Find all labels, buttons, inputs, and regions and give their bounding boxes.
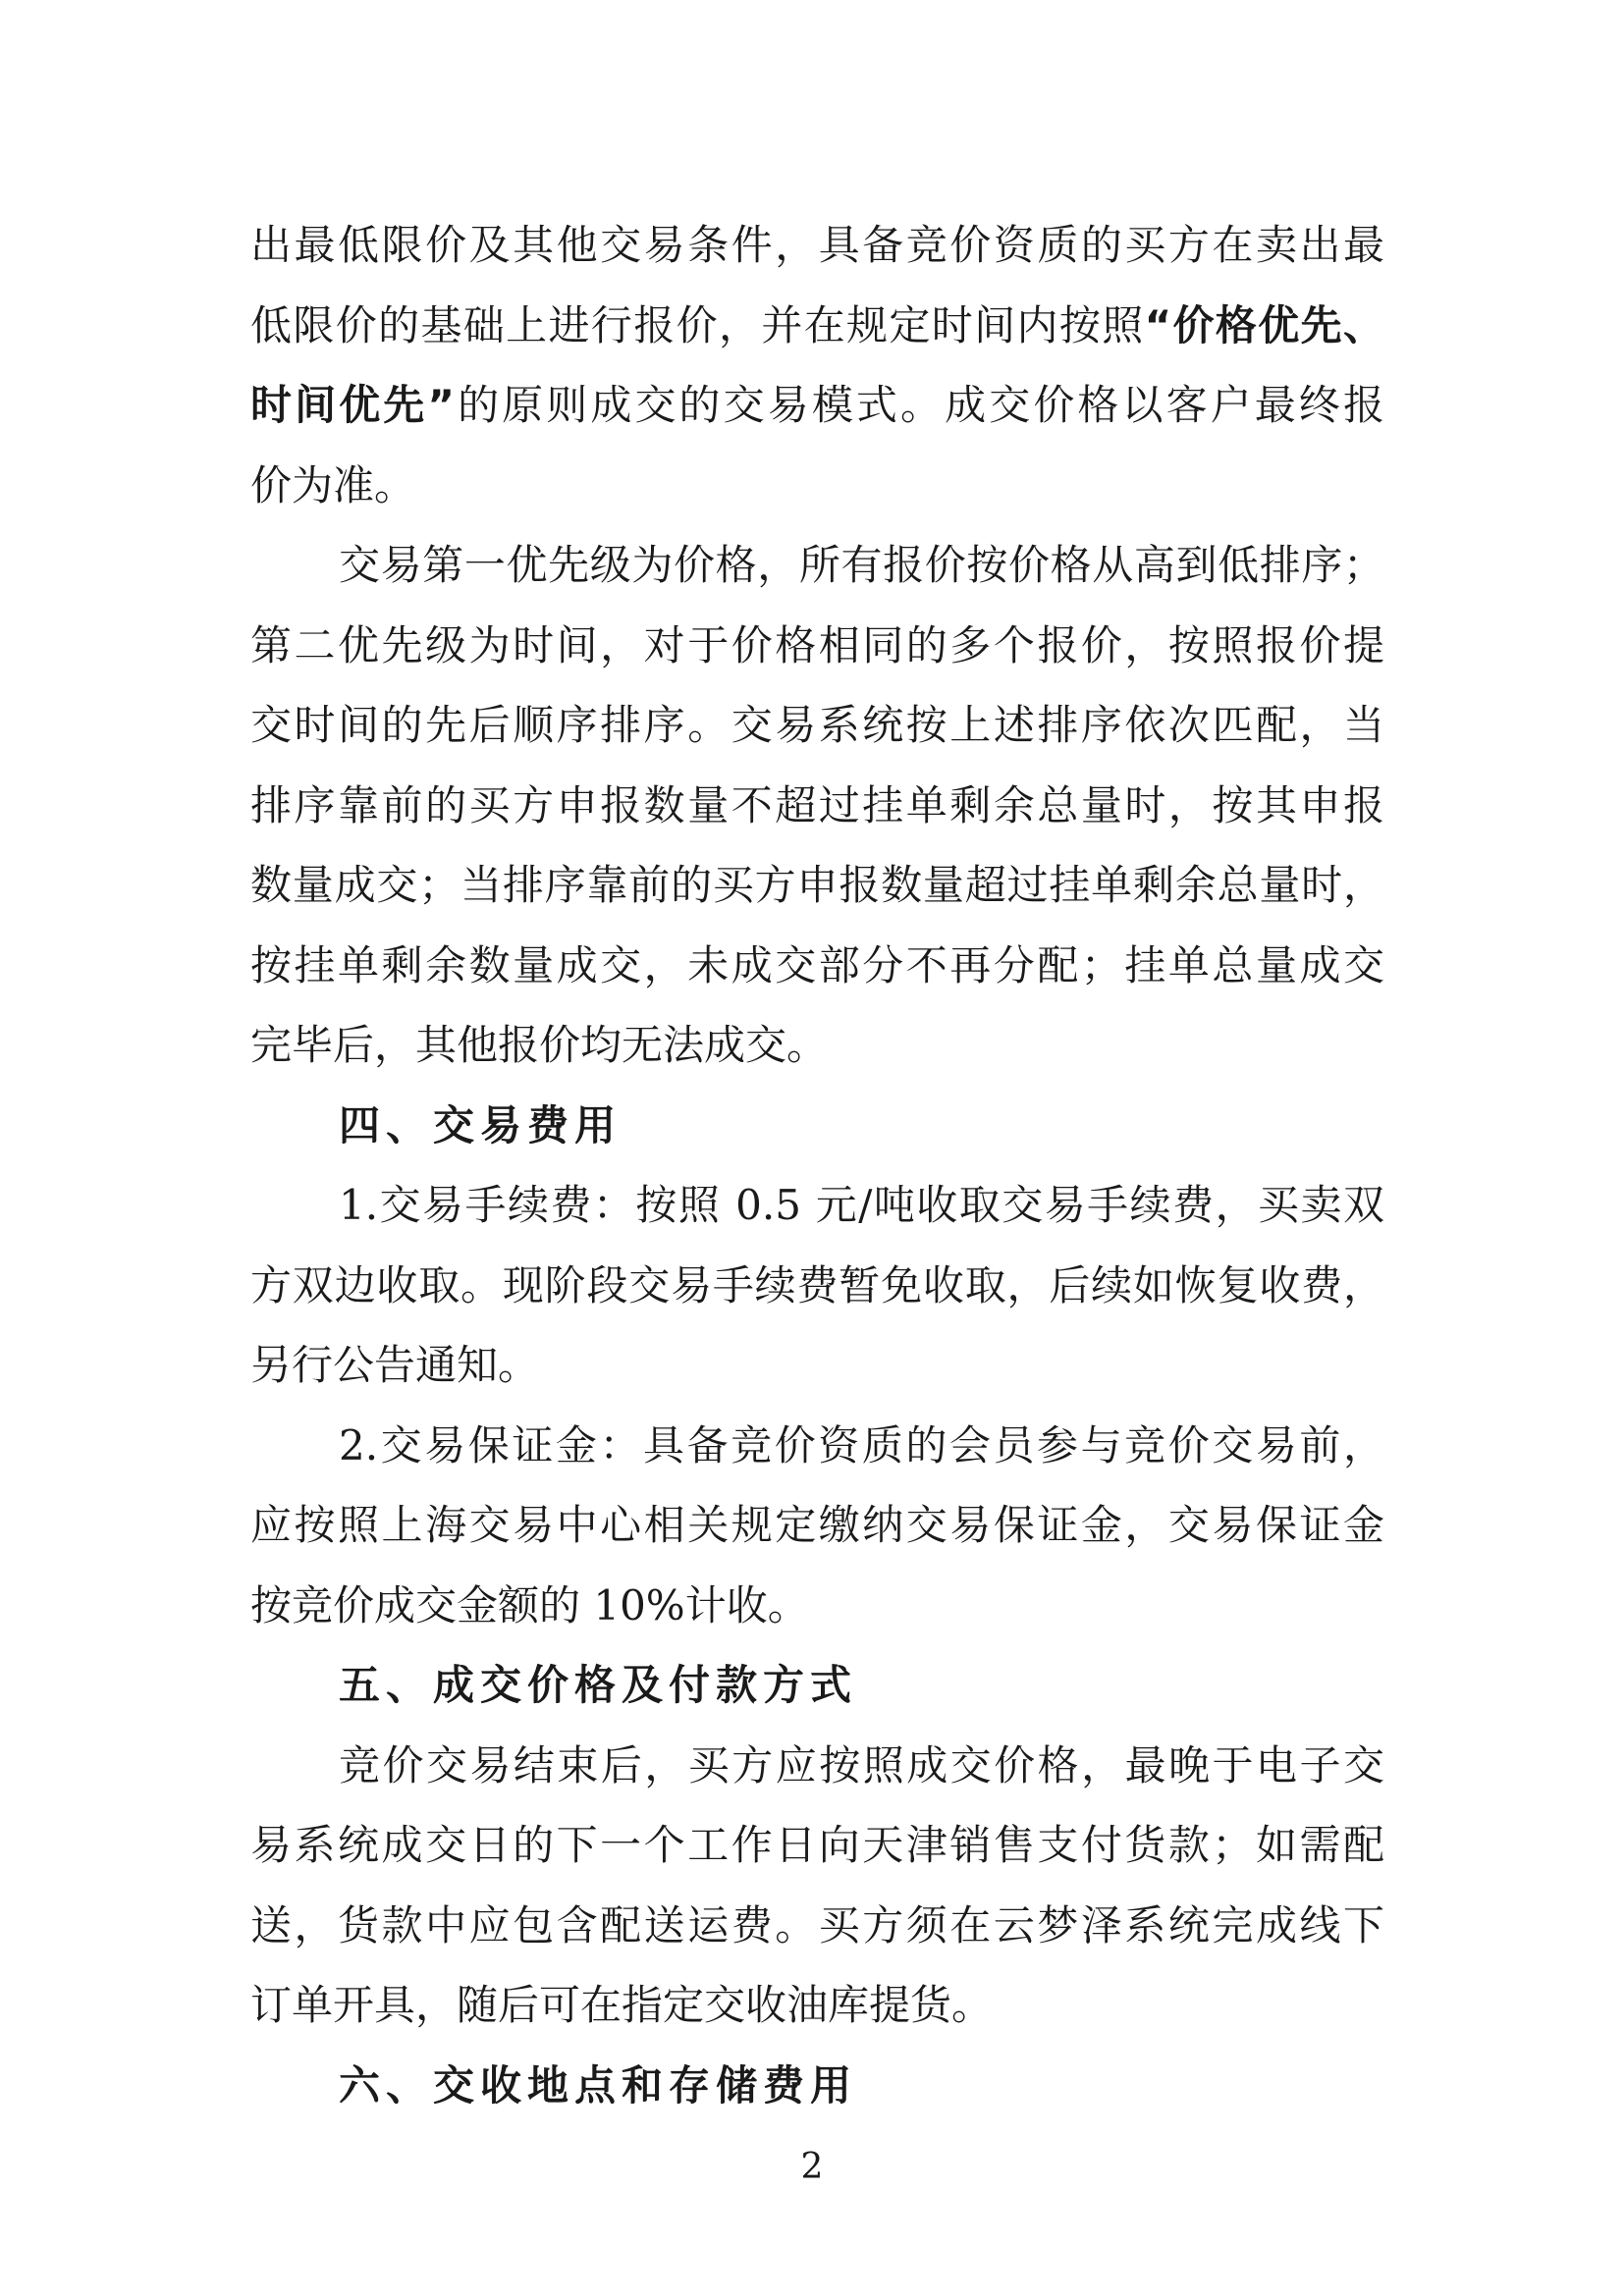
paragraph-line: 易系统成交日的下一个工作日向天津销售支付货款；如需配 xyxy=(250,1821,1384,1869)
paragraph-line: 按竞价成交金额的 10%计收。 xyxy=(250,1581,809,1629)
paragraph-line: 竞价交易结束后，买方应按照成交价格，最晚于电子交 xyxy=(339,1741,1384,1789)
bold-quote-span: 时间优先” xyxy=(250,381,455,429)
section-heading: 五、成交价格及付款方式 xyxy=(339,1661,858,1709)
page-number: 2 xyxy=(800,2147,824,2187)
paragraph-line: 按挂单剩余数量成交，未成交部分不再分配；挂单总量成交 xyxy=(250,941,1384,989)
paragraph-line: 完毕后，其他报价均无法成交。 xyxy=(250,1021,829,1069)
paragraph-line xyxy=(250,378,1384,433)
paragraph-line: 出最低限价及其他交易条件，具备竞价资质的买方在卖出最 xyxy=(250,221,1384,269)
paragraph-line: 数量成交；当排序靠前的买方申报数量超过挂单剩余总量时， xyxy=(250,861,1384,909)
text-span: 的原则成交的交易模式。成交价格以客户最终报 xyxy=(454,381,1384,429)
paragraph-line: 送，货款中应包含配送运费。买方须在云梦泽系统完成线下 xyxy=(250,1901,1384,1949)
paragraph-line: 价为准。 xyxy=(250,461,416,509)
paragraph-line: 另行公告通知。 xyxy=(250,1341,540,1389)
paragraph-line xyxy=(250,298,1384,353)
paragraph-line: 1.交易手续费：按照 0.5 元/吨收取交易手续费，买卖双 xyxy=(339,1181,1384,1229)
bold-quote-span: “价格优先、 xyxy=(1144,301,1384,349)
paragraph-line: 订单开具，随后可在指定交收油库提货。 xyxy=(250,1981,994,2029)
text-span: 低限价的基础上进行报价，并在规定时间内按照 xyxy=(250,301,1145,349)
section-heading: 六、交收地点和存储费用 xyxy=(339,2061,858,2109)
paragraph-line: 方双边收取。现阶段交易手续费暂免收取，后续如恢复收费， xyxy=(250,1261,1384,1309)
paragraph-line: 交易第一优先级为价格，所有报价按价格从高到低排序； xyxy=(339,541,1384,589)
paragraph-line: 第二优先级为时间，对于价格相同的多个报价，按照报价提 xyxy=(250,621,1384,669)
paragraph-line: 2.交易保证金：具备竞价资质的会员参与竞价交易前， xyxy=(339,1421,1384,1469)
paragraph-line: 交时间的先后顺序排序。交易系统按上述排序依次匹配，当 xyxy=(250,701,1384,749)
paragraph-line: 排序靠前的买方申报数量不超过挂单剩余总量时，按其申报 xyxy=(250,781,1384,829)
section-heading: 四、交易费用 xyxy=(339,1101,623,1149)
paragraph-line: 应按照上海交易中心相关规定缴纳交易保证金，交易保证金 xyxy=(250,1501,1384,1549)
